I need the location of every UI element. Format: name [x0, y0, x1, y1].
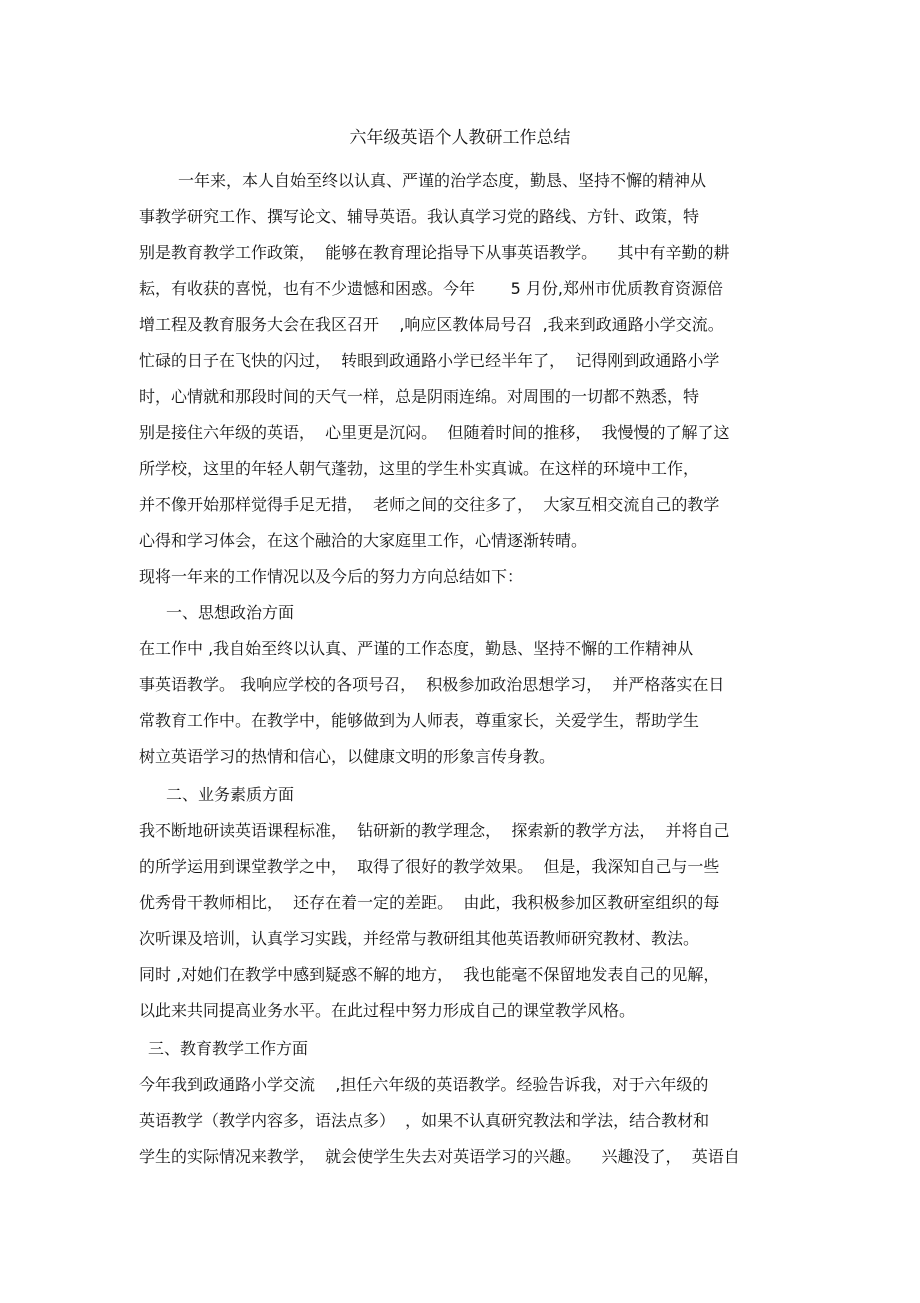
- section-heading: 三、教育教学工作方面: [148, 1039, 309, 1058]
- paragraph-line: 时，心情就和那段时间的天气一样，总是阴雨连绵。对周围的一切都不熟悉，特: [139, 387, 700, 406]
- paragraph-line: 在工作中 ,我自始至终以认真、严谨的工作态度，勤恳、坚持不懈的工作精神从: [139, 639, 694, 658]
- paragraph-line: 忙碌的日子在飞快的闪过， 转眼到政通路小学已经半年了， 记得刚到政通路小学: [139, 351, 720, 370]
- paragraph-line: 别是教育教学工作政策， 能够在教育理论指导下从事英语教学。 其中有辛勤的耕: [139, 243, 730, 262]
- paragraph-line: 事教学研究工作、撰写论文、辅导英语。我认真学习党的路线、方针、政策，特: [139, 207, 700, 226]
- paragraph-line: 学生的实际情况来教学， 就会使学生失去对英语学习的兴趣。 兴趣没了， 英语自: [139, 1147, 740, 1166]
- paragraph-line: 我不断地研读英语课程标准， 钻研新的教学理念， 探索新的教学方法， 并将自己: [139, 821, 730, 840]
- paragraph-line: 一年来，本人自始至终以认真、严谨的治学态度，勤恳、坚持不懈的精神从: [178, 171, 707, 190]
- document-title: 六年级英语个人教研工作总结: [349, 128, 571, 148]
- section-heading: 二、业务素质方面: [166, 785, 295, 804]
- paragraph-line: 树立英语学习的热情和信心，以健康文明的形象言传身教。: [139, 747, 556, 766]
- paragraph-line: 英语教学（教学内容多，语法点多） ，如果不认真研究教法和学法，结合教材和: [139, 1111, 710, 1130]
- paragraph-line: 同时 ,对她们在教学中感到疑惑不解的地方， 我也能毫不保留地发表自己的见解，: [139, 965, 720, 984]
- paragraph-line: 事英语教学。 我响应学校的各项号召， 积极参加政治思想学习， 并严格落实在日: [139, 675, 725, 694]
- paragraph-line: 所学校，这里的年轻人朝气蓬勃，这里的学生朴实真诚。在这样的环境中工作，: [139, 459, 700, 478]
- paragraph-line: 心得和学习体会，在这个融洽的大家庭里工作，心情逐渐转晴。: [139, 531, 588, 550]
- paragraph-line: 并不像开始那样觉得手足无措， 老师之间的交往多了， 大家互相交流自己的教学: [139, 495, 720, 514]
- section-heading: 一、思想政治方面: [166, 603, 295, 622]
- paragraph-line: 增工程及教育服务大会在我区召开 ,响应区教体局号召 ,我来到政通路小学交流。: [139, 315, 724, 334]
- paragraph-line: 常教育工作中。在教学中，能够做到为人师表，尊重家长，关爱学生，帮助学生: [139, 711, 700, 730]
- paragraph-line: 优秀骨干教师相比， 还存在着一定的差距。 由此，我积极参加区教研室组织的每: [139, 893, 720, 912]
- paragraph-line: 的所学运用到课堂教学之中， 取得了很好的教学效果。 但是，我深知自己与一些: [139, 857, 720, 876]
- paragraph-line: 今年我到政通路小学交流 ,担任六年级的英语教学。经验告诉我，对于六年级的: [139, 1075, 709, 1094]
- paragraph-line: 以此来共同提高业务水平。在此过程中努力形成自己的课堂教学风格。: [139, 1001, 636, 1020]
- paragraph-line: 次听课及培训，认真学习实践，并经常与教研组其他英语教师研究教材、教法。: [139, 929, 700, 948]
- paragraph-line: 耘，有收获的喜悦，也有不少遗憾和困惑。今年 5 月份,郑州市优质教育资源倍: [139, 279, 723, 298]
- summary-intro-line: 现将一年来的工作情况以及今后的努力方向总结如下：: [139, 567, 524, 586]
- paragraph-line: 别是接住六年级的英语， 心里更是沉闷。 但随着时间的推移， 我慢慢的了解了这: [139, 423, 730, 442]
